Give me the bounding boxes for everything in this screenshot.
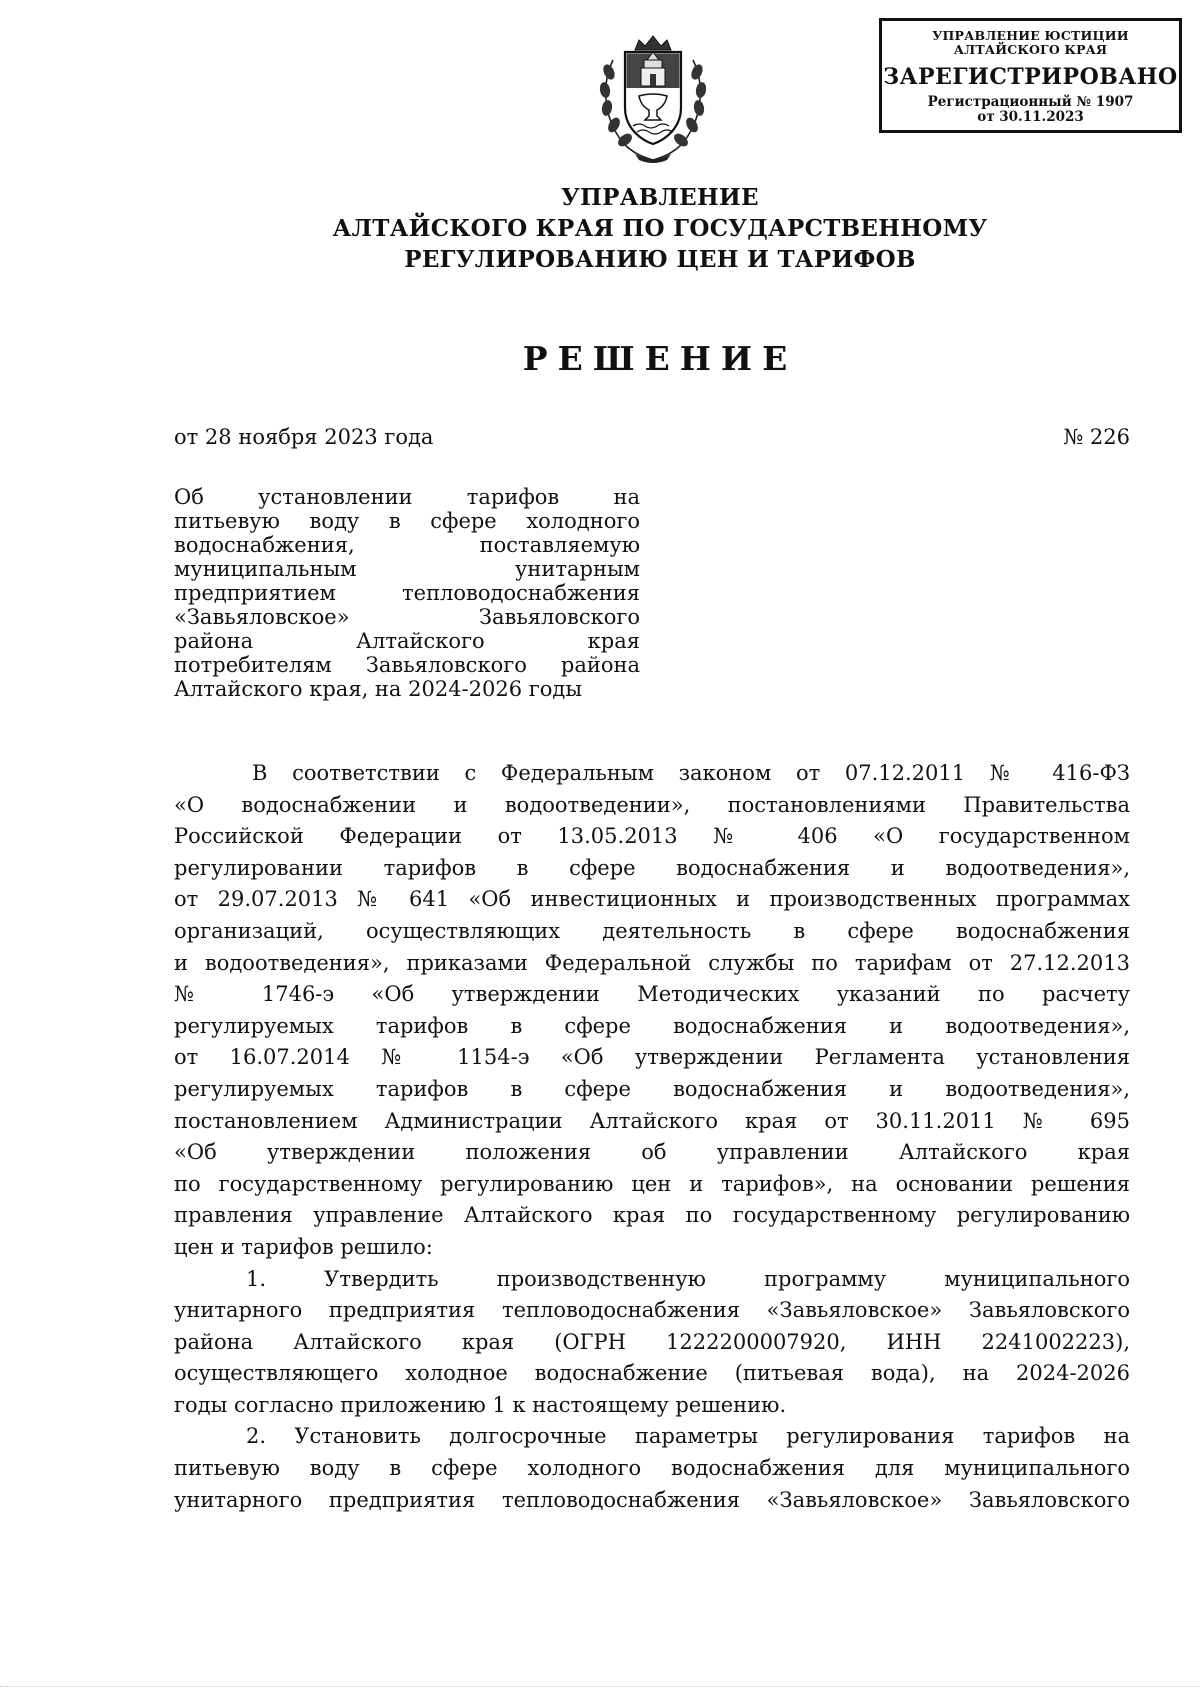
body-line: унитарного предприятия тепловодоснабжения «Завьяловское» Завьяловского bbox=[174, 1298, 1130, 1323]
body-line: и водоотведения», приказами Федеральной службы по тарифам от 27.12.2013 bbox=[174, 950, 1130, 975]
subject-line: предприятием тепловодоснабжения bbox=[174, 581, 640, 605]
body-line: постановлением Администрации Алтайского края от 30.11.2011 № 695 bbox=[174, 1108, 1130, 1133]
body-line: организаций, осуществляющих деятельность в сфере водоснабжения bbox=[174, 918, 1130, 943]
document-date: от 28 ноября 2023 года bbox=[174, 425, 434, 449]
coat-of-arms-icon bbox=[595, 30, 711, 164]
body-line: питьевую воду в сфере холодного водоснабжения для муниципального bbox=[174, 1456, 1130, 1481]
body-line: № 1746-э «Об утверждении Методических указаний по расчету bbox=[174, 982, 1130, 1007]
subject-line-part: «Завьяловское» bbox=[174, 605, 350, 629]
stamp-org-line-1: УПРАВЛЕНИЕ ЮСТИЦИИ bbox=[932, 28, 1129, 43]
stamp-org-line-2: АЛТАЙСКОГО КРАЯ bbox=[953, 42, 1108, 57]
header-line-3: РЕГУЛИРОВАНИЮ ЦЕН И ТАРИФОВ bbox=[404, 246, 916, 273]
body-line: регулируемых тарифов в сфере водоснабжения и водоотведения», bbox=[174, 1013, 1130, 1038]
header-line-1: УПРАВЛЕНИЕ bbox=[561, 184, 759, 211]
subject-line: потребителям Завьяловского района bbox=[174, 653, 640, 677]
page-edge-rule bbox=[0, 1686, 1200, 1687]
body-line: от 29.07.2013 № 641 «Об инвестиционных и производственных программах bbox=[174, 887, 1130, 912]
body-line: от 16.07.2014 № 1154-э «Об утверждении Регламента установления bbox=[174, 1045, 1130, 1070]
stamp-registration-number: Регистрационный № 1907 bbox=[927, 94, 1134, 110]
body-line: «Об утверждении положения об управлении Алтайского края bbox=[174, 1140, 1130, 1165]
body-line: района Алтайского края (ОГРН 1222200007920, ИНН 2241002223), bbox=[174, 1329, 1130, 1354]
authority-header bbox=[200, 182, 1120, 275]
subject-line bbox=[174, 605, 640, 629]
subject-line: питьевую воду в сфере холодного bbox=[174, 509, 640, 533]
body-line: правления управление Алтайского края по государственному регулированию bbox=[174, 1203, 1130, 1228]
body-line: регулировании тарифов в сфере водоснабжения и водоотведения», bbox=[174, 855, 1130, 880]
body-line: цен и тарифов решило: bbox=[174, 1234, 433, 1259]
subject-line-part: Завьяловского bbox=[478, 605, 640, 629]
document-body bbox=[174, 758, 1130, 1516]
body-line: осуществляющего холодное водоснабжение (питьевая вода), на 2024-2026 bbox=[174, 1361, 1130, 1386]
header-line-2: АЛТАЙСКОГО КРАЯ ПО ГОСУДАРСТВЕННОМУ bbox=[332, 215, 988, 242]
registration-stamp bbox=[879, 18, 1182, 133]
subject-line: Об установлении тарифов на bbox=[174, 485, 640, 509]
subject-line: Алтайского края, на 2024-2026 годы bbox=[174, 677, 583, 701]
stamp-status: ЗАРЕГИСТРИРОВАНО bbox=[883, 64, 1178, 90]
body-line: 1. Утвердить производственную программу муниципального bbox=[246, 1266, 1130, 1291]
body-line: годы согласно приложению 1 к настоящему решению. bbox=[174, 1392, 787, 1417]
subject-line: водоснабжения, поставляемую bbox=[174, 533, 640, 557]
body-line: 2. Установить долгосрочные параметры регулирования тарифов на bbox=[246, 1424, 1130, 1449]
body-line: Российской Федерации от 13.05.2013 № 406 «О государственном bbox=[174, 824, 1130, 849]
subject-line: района Алтайского края bbox=[174, 629, 640, 653]
body-line: В соответствии с Федеральным законом от 07.12.2011 № 416-ФЗ bbox=[252, 761, 1130, 785]
body-line: регулируемых тарифов в сфере водоснабжения и водоотведения», bbox=[174, 1076, 1130, 1101]
body-line: унитарного предприятия тепловодоснабжения «Завьяловское» Завьяловского bbox=[174, 1487, 1130, 1512]
stamp-registration-date: от 30.11.2023 bbox=[977, 109, 1084, 125]
stamp-organization bbox=[882, 29, 1179, 57]
body-line: «О водоснабжении и водоотведении», постановлениями Правительства bbox=[174, 792, 1130, 817]
body-line: по государственному регулированию цен и тарифов», на основании решения bbox=[174, 1171, 1130, 1196]
document-subject bbox=[174, 485, 640, 701]
document-title: РЕШЕНИЕ bbox=[522, 339, 798, 378]
subject-line: муниципальным унитарным bbox=[174, 557, 640, 581]
document-number: № 226 bbox=[1063, 425, 1130, 449]
